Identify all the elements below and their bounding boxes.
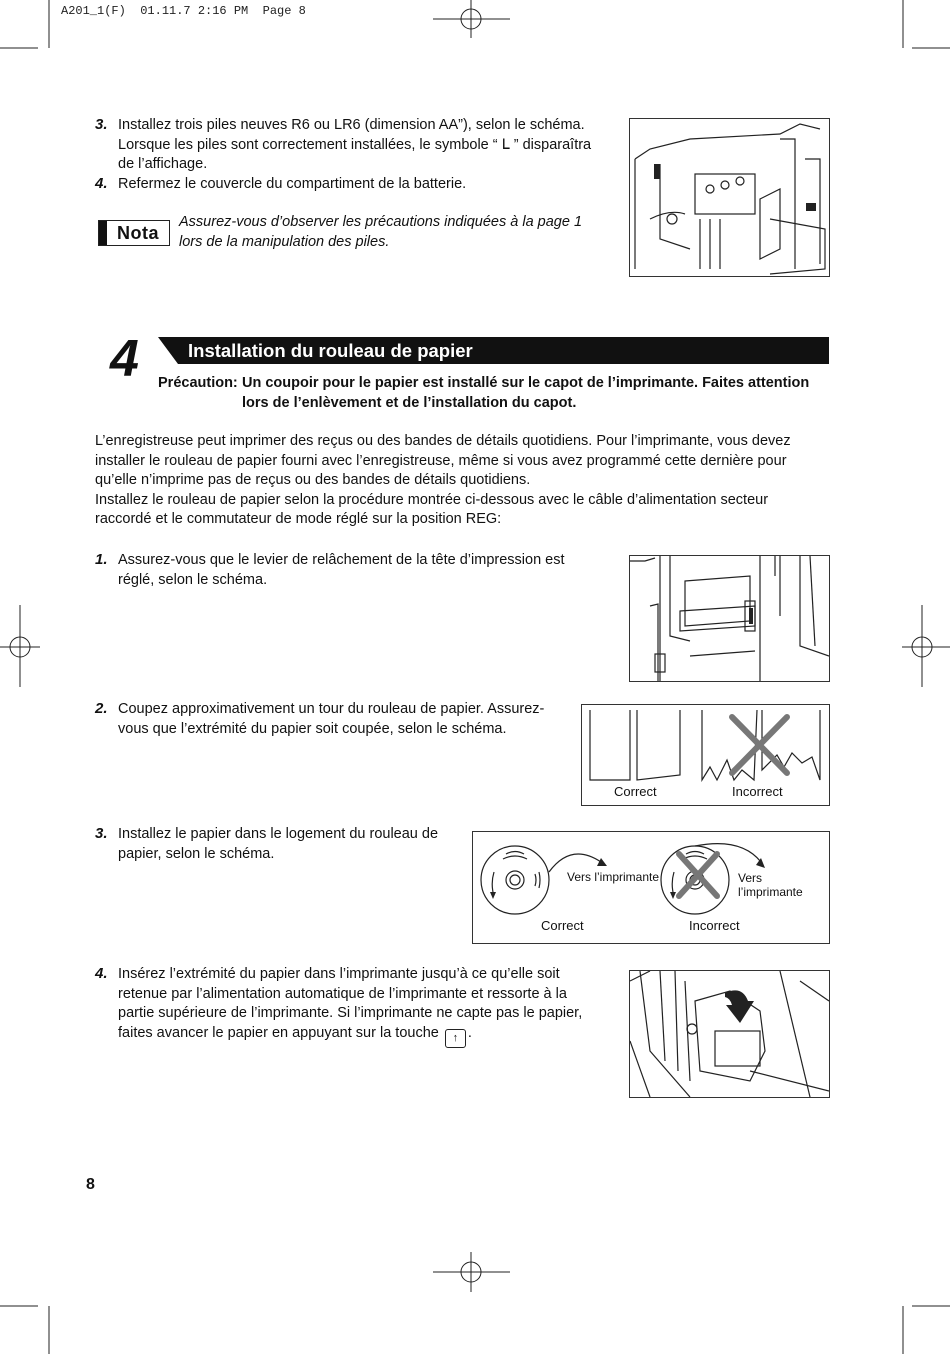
paper-cut-illustration <box>581 704 830 806</box>
nota-label: Nota <box>98 220 170 246</box>
cut-incorrect-caption: Incorrect <box>732 784 783 799</box>
roll-correct-caption: Correct <box>541 918 584 933</box>
battery-step-4 <box>95 175 605 195</box>
step-text: Refermez le couvercle du compartiment de la batterie. <box>118 176 467 192</box>
paper-step-2 <box>95 700 565 739</box>
section-title: Installation du rouleau de papier <box>188 340 473 361</box>
step-number: 4. <box>95 965 108 982</box>
intro-text <box>95 432 815 530</box>
section-number: 4 <box>110 330 139 388</box>
caution-text: Un coupoir pour le papier est installé sur le capot de l’imprimante. Faites attention lors de l’enlèvement et de l’installation du capot. <box>242 375 810 411</box>
battery-step-3 <box>95 116 605 175</box>
battery-compartment-illustration <box>629 118 830 277</box>
step-text: Assurez-vous que le levier de relâchement de la tête d’impression est réglé, selon le schéma. <box>118 552 565 588</box>
page-number: 8 <box>86 1176 95 1193</box>
cut-correct-caption: Correct <box>614 784 657 799</box>
paper-step-3 <box>95 825 455 864</box>
paper-roll-orientation-illustration <box>472 831 830 944</box>
battery-symbol: ᒪ <box>501 136 510 153</box>
step-text: Insérez l’extrémité du papier dans l’imprimante jusqu’à ce qu’elle soit retenue par l’alimentation automatique de l’imprimante et ressorte à la partie supérieure de l’imprimante. Si l’imprimante ne capte pas le papier, faites avancer le papier en appuyant sur la touche ↑ . <box>118 965 605 1048</box>
intro-paragraph-2: Installez le rouleau de papier selon la procédure montrée ci-dessous avec le câble d’alimentation secteur raccordé et le commutateur de mode réglé sur la position REG: <box>95 491 769 527</box>
paper-step-4 <box>95 965 605 1048</box>
paper-step-1 <box>95 551 595 590</box>
roll-incorrect-caption: Incorrect <box>689 918 740 933</box>
caution-label: Précaution: <box>158 375 238 391</box>
print-header: A201_1(F) 01.11.7 2:16 PM Page 8 <box>61 4 306 18</box>
nota-text: Assurez-vous d’observer les précautions indiquées à la page 1 lors de la manipulation des piles. <box>179 214 583 250</box>
paper-insert-illustration <box>629 970 830 1098</box>
step-number: 2. <box>95 700 108 717</box>
step-number: 3. <box>95 825 108 842</box>
roll-to-printer-left-label: Vers l’imprimante <box>567 870 660 884</box>
intro-paragraph-1: L’enregistreuse peut imprimer des reçus ou des bandes de détails quotidiens. Pour l’imprimante, vous devez installer le rouleau de papier fourni avec l’enregistreuse, même si vous avez programmé cette dernière pour qu’elle n’imprime pas de reçus ou des bandes de détails quotidiens. <box>95 433 791 488</box>
print-head-lever-illustration <box>629 555 830 682</box>
step-text: Installez le papier dans le logement du rouleau de papier, selon le schéma. <box>118 826 439 862</box>
step-text: Coupez approximativement un tour du rouleau de papier. Assurez-vous que l’extrémité du papier soit coupée, selon le schéma. <box>118 701 545 737</box>
step-text: Installez trois piles neuves R6 ou LR6 (dimension AA”), selon le schéma. Lorsque les piles sont correctement installées, le symbole “ ᒪ ” disparaîtra de l’affichage. <box>118 117 592 172</box>
step-number: 1. <box>95 551 108 568</box>
step-number: 3. <box>95 116 108 133</box>
roll-to-printer-right-label: Vers l’imprimante <box>738 871 803 899</box>
step-number: 4. <box>95 175 108 192</box>
feed-key-icon: ↑ <box>445 1029 466 1048</box>
